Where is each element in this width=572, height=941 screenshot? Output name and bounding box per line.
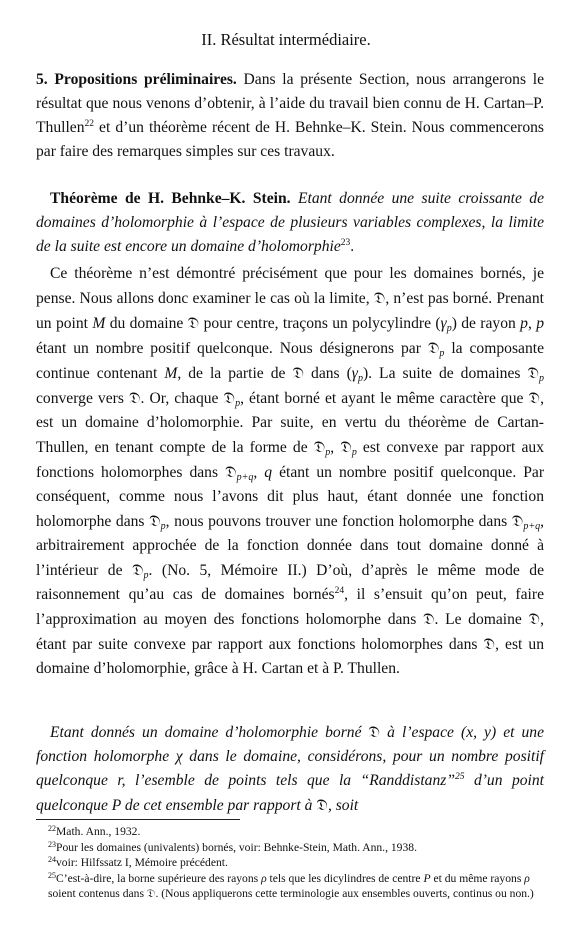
footnote-ref: 23 (340, 238, 351, 248)
footnote-24: $^{24}$voir: Hilfssatz I, Mémoire précédent. (48, 855, 228, 870)
footnote-ref: 24 (334, 586, 345, 596)
section-title: II. Résultat intermédiaire. (201, 30, 371, 49)
footnote-ref: 25 (455, 772, 465, 782)
theorem-heading: Théorème de H. Behnke–K. Stein. (50, 190, 291, 207)
footnotes (36, 824, 544, 902)
footnote-divider (36, 819, 240, 820)
footnote-25: $^{25}$C’est-à-dire, la borne supérieure des rayons ρ tels que les dicylindres de centre P et du même rayons ρ soient contenus dans 𝔇. (Nous appliquerons cette terminologie aux ensembles ouverts, continus ou non.) (48, 870, 534, 901)
paragraph-propositions: 5. Propositions préliminaires. Dans la présente Section, nous arrangerons le résultat que nous venons d’obtenir, à l’aide du travail bien connu de H. Cartan–P. Thullen$^{22}$ et d’un théorème récent de H. Behnke–K. Stein. Nous commencerons par faire des remarques simples sur ces travaux. (36, 71, 545, 160)
section-heading: 5. Propositions préliminaires. (36, 71, 237, 88)
footnote-22: $^{22}$Math. Ann., 1932. (48, 824, 141, 838)
paragraph-statement: Etant donnés un domaine d’holomorphie borné 𝔇 à l’espace (x, y) et une fonction holomorphe χ dans le domaine, considérons, pour un nombre positif quelconque r, l’esemble de points tels que la “Randdistanz”$^{25}$ d’un point quelconque P de cet ensemble par rapport à 𝔇, soit (36, 723, 545, 814)
paragraph-theorem: Théorème de H. Behnke–K. Stein. Etant donnée une suite croissante de domaines d’holomorphie à l’espace de plusieurs variables complexes, la limite de la suite est encore un domaine d’holomorphie$^{23}$. (36, 190, 544, 255)
footnote-23: $^{23}$Pour les domaines (univalents) bornés, voir: Behnke-Stein, Math. Ann., 1938. (48, 839, 417, 854)
footnote-ref: 22 (84, 119, 95, 129)
paragraph-proof: Ce théorème n’est démontré précisément que pour les domaines bornés, je pense. Nous allons donc examiner le cas où la limite, 𝔇, n’est pas borné. Prenant un point M du domaine 𝔇 pour centre, traçons un polycylindre $(\gamma_p)$ de rayon p, p étant un nombre positif quelconque. Nous désignerons par 𝔇$_p$ la composante continue contenant M, de la partie de 𝔇 dans $(\gamma_p)$. La suite de domaines 𝔇$_p$ converge vers 𝔇. Or, chaque 𝔇$_p$, étant borné et ayant le même caractère que 𝔇, est un domaine d’holomorphie. Par suite, en vertu du théorème de Cartan-Thullen, en tenant compte de la forme de 𝔇$_p$, 𝔇$_p$ est convexe par rapport aux fonctions holomorphes dans 𝔇$_{p+q}$, q étant un nombre positif quelconque. Par conséquent, comme nous l’avons dit plus haut, étant donnée une fonction holomorphe dans 𝔇$_p$, nous pouvons trouver une fonction holomorphe dans 𝔇$_{p+q}$, arbitrairement approchée de la fonction donnée dans tout domaine donné à l’intérieur de 𝔇$_p$. (No. 5, Mémoire II.) D’où, d’après le même mode de raisonnement qu’au cas de domaines bornés$^{24}$, il s’ensuit qu’on peut, faire l’approximation au moyen des fonctions holomorphe dans 𝔇. Le domaine 𝔇, étant par suite convexe par rapport aux fonctions holomorphes dans 𝔇, est un domaine d’holomorphie, grâce à H. Cartan et à P. Thullen. (36, 265, 545, 677)
